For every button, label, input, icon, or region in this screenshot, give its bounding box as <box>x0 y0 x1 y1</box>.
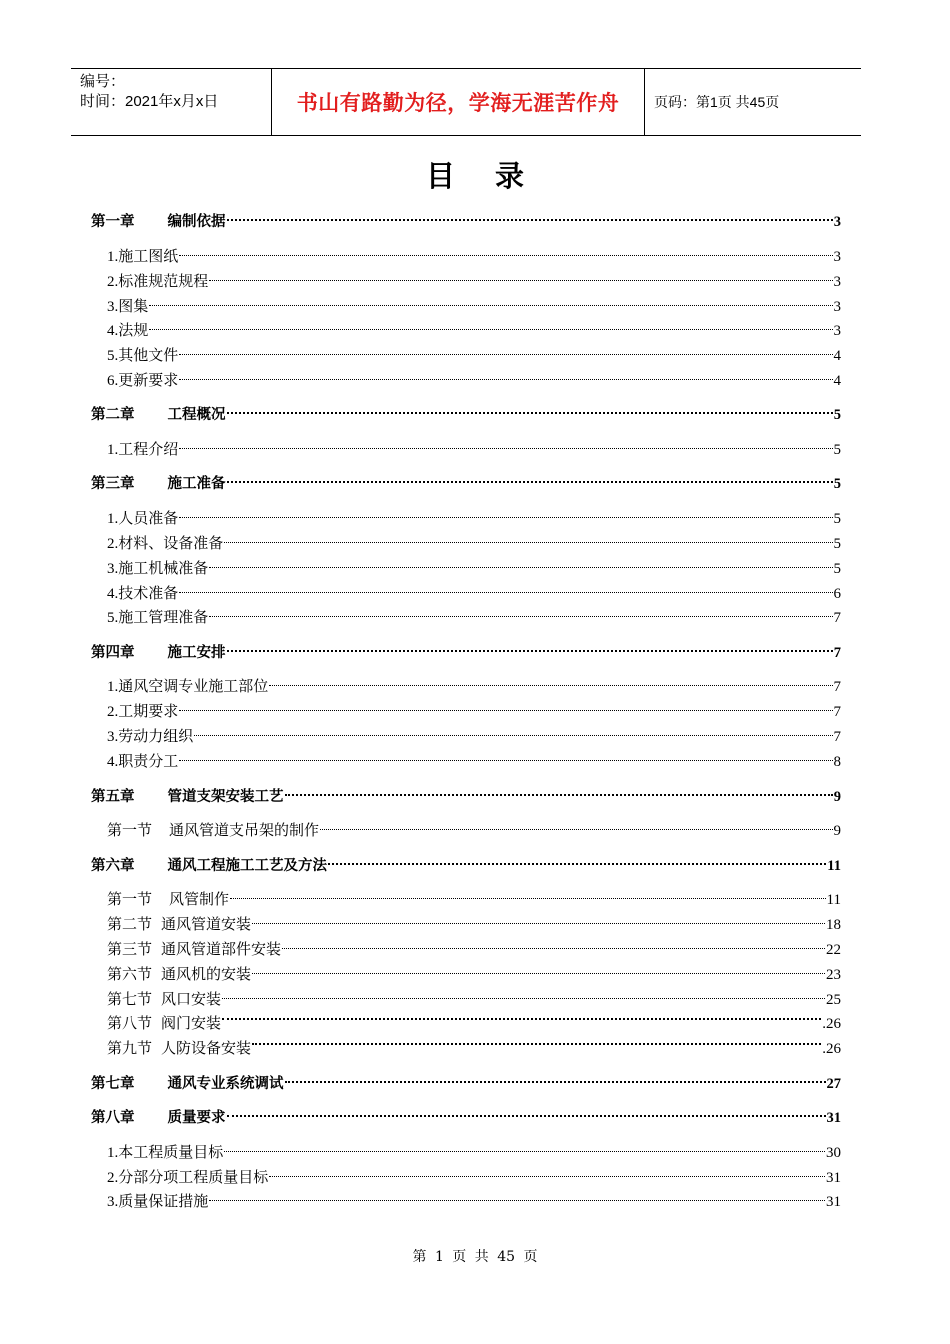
header-motto: 书山有路勤为径，学海无涯苦作舟 <box>272 69 645 135</box>
toc-dot-leader <box>179 363 832 385</box>
toc-entry-label: 通风管道部件安装 <box>161 942 282 958</box>
toc-page-number: 31 <box>826 1170 841 1186</box>
toc-page-number: 31 <box>826 1194 841 1210</box>
toc-entry-label: 2.材料、设备准备 <box>107 536 224 552</box>
toc-dot-leader <box>194 719 832 741</box>
toc-dot-leader <box>227 635 833 657</box>
toc-page-number: 3 <box>833 323 841 339</box>
toc-page-number: .26 <box>822 1016 841 1032</box>
toc-entry-number: 第三节 <box>107 942 153 958</box>
toc-entry-number: 第七节 <box>107 992 153 1008</box>
toc-item-entry[interactable] <box>107 669 841 695</box>
doc-number-label: 编号： <box>80 73 126 90</box>
toc-entry-label: 通风工程施工工艺及方法 <box>167 858 327 874</box>
toc-item-entry[interactable] <box>107 239 841 265</box>
toc-section-entry[interactable] <box>107 813 841 839</box>
toc-dot-leader <box>252 957 825 979</box>
toc-entry-label: 管道支架安装工艺 <box>167 789 284 805</box>
toc-item-entry[interactable] <box>107 1160 841 1186</box>
toc-page-number: 25 <box>826 992 841 1008</box>
toc-entry-label: 1.人员准备 <box>107 511 179 527</box>
page-footer: 第 1 页 共 45 页 <box>412 1249 538 1265</box>
toc-item-entry[interactable] <box>107 1184 841 1210</box>
toc-entry-label: 4.职责分工 <box>107 754 179 770</box>
toc-dot-leader <box>179 576 832 598</box>
page-header <box>71 68 861 136</box>
toc-page-number: 11 <box>826 892 841 908</box>
toc-dot-leader <box>224 526 832 548</box>
toc-item-entry[interactable] <box>107 576 841 602</box>
toc-dot-leader <box>227 1100 826 1122</box>
toc-page-number: 3 <box>833 299 841 315</box>
toc-entry-label: 5.其他文件 <box>107 348 179 364</box>
toc-entry-number: 第一章 <box>91 214 135 230</box>
toc-entry-label: 1.本工程质量目标 <box>107 1145 224 1161</box>
toc-dot-leader <box>209 600 832 622</box>
toc-dot-leader <box>179 694 832 716</box>
toc-chapter-entry[interactable] <box>91 204 841 230</box>
toc-page-number: 5 <box>833 561 841 577</box>
header-page-info: 页码：第1页 共45页 <box>654 94 780 110</box>
toc-entry-label: 1.通风空调专业施工部位 <box>107 679 269 695</box>
toc-dot-leader <box>149 289 832 311</box>
toc-page-number: 3 <box>833 214 841 230</box>
toc-entry-number: 第三章 <box>91 476 135 492</box>
toc-entry-label: 通风专业系统调试 <box>167 1076 284 1092</box>
toc-entry-label: 工程概况 <box>167 407 226 423</box>
toc-page-number: 6 <box>833 586 841 602</box>
toc-entry-label: 1.工程介绍 <box>107 442 179 458</box>
toc-item-entry[interactable] <box>107 338 841 364</box>
toc-chapter-entry[interactable] <box>91 779 841 805</box>
toc-page-number: 23 <box>826 967 841 983</box>
toc-item-entry[interactable] <box>107 264 841 290</box>
toc-entry-label: 4.法规 <box>107 323 149 339</box>
toc-dot-leader <box>269 669 832 691</box>
toc-entry-label: 3.质量保证措施 <box>107 1194 209 1210</box>
toc-entry-label: 1.施工图纸 <box>107 249 179 265</box>
toc-entry-label: 2.分部分项工程质量目标 <box>107 1170 269 1186</box>
toc-dot-leader <box>224 1135 825 1157</box>
toc-entry-number: 第五章 <box>91 789 135 805</box>
toc-dot-leader <box>149 313 832 335</box>
toc-page-number: 31 <box>826 1110 841 1126</box>
toc-entry-label: 3.劳动力组织 <box>107 729 194 745</box>
toc-dot-leader <box>209 264 832 286</box>
toc-item-entry[interactable] <box>107 501 841 527</box>
toc-chapter-entry[interactable] <box>91 1100 841 1126</box>
toc-page-number: 5 <box>833 536 841 552</box>
toc-page-number: 22 <box>826 942 841 958</box>
toc-entry-number: 第一节 <box>107 892 153 908</box>
toc-dot-leader <box>222 1006 821 1028</box>
toc-section-entry[interactable] <box>107 907 841 933</box>
toc-dot-leader <box>209 551 832 573</box>
toc-page-number: 4 <box>833 348 841 364</box>
toc-page-number: 9 <box>833 823 841 839</box>
toc-entry-number: 第八节 <box>107 1016 153 1032</box>
toc-chapter-entry[interactable] <box>91 635 841 661</box>
toc-entry-label: 4.技术准备 <box>107 586 179 602</box>
toc-entry-label: 5.施工管理准备 <box>107 610 209 626</box>
toc-page-number: 5 <box>833 476 841 492</box>
toc-entry-label: 6.更新要求 <box>107 373 179 389</box>
toc-entry-number: 第八章 <box>91 1110 135 1126</box>
toc-entry-label: 2.标准规范规程 <box>107 274 209 290</box>
toc-section-entry[interactable] <box>107 882 841 908</box>
toc-page-number: .26 <box>822 1041 841 1057</box>
toc-page-number: 7 <box>833 610 841 626</box>
toc-item-entry[interactable] <box>107 289 841 315</box>
toc-page-number: 11 <box>827 858 841 874</box>
toc-dot-leader <box>285 779 833 801</box>
toc-page-number: 7 <box>833 645 841 661</box>
toc-entry-label: 施工安排 <box>167 645 226 661</box>
toc-item-entry[interactable] <box>107 1135 841 1161</box>
toc-dot-leader <box>179 744 832 766</box>
toc-item-entry[interactable] <box>107 526 841 552</box>
toc-page-number: 3 <box>833 274 841 290</box>
toc-dot-leader <box>227 397 833 419</box>
toc-dot-leader <box>282 932 825 954</box>
toc-page-number: 7 <box>833 704 841 720</box>
toc-page-number: 3 <box>833 249 841 265</box>
toc-dot-leader <box>230 882 826 904</box>
toc-entry-label: 施工准备 <box>167 476 226 492</box>
toc-page-number: 27 <box>826 1076 841 1092</box>
toc-page-number: 8 <box>833 754 841 770</box>
toc-page-number: 5 <box>833 511 841 527</box>
page-title: 目录 <box>425 159 564 193</box>
toc-entry-number: 第一节 <box>107 823 153 839</box>
toc-entry-number: 第七章 <box>91 1076 135 1092</box>
toc-entry-label: 阀门安装 <box>161 1016 222 1032</box>
toc-chapter-entry[interactable] <box>91 397 841 423</box>
toc-page-number: 18 <box>826 917 841 933</box>
toc-entry-label: 2.工期要求 <box>107 704 179 720</box>
toc-dot-leader <box>179 432 832 454</box>
toc-entry-number: 第六章 <box>91 858 135 874</box>
toc-page-number: 30 <box>826 1145 841 1161</box>
toc-dot-leader <box>179 338 832 360</box>
toc-dot-leader <box>269 1160 825 1182</box>
toc-entry-label: 质量要求 <box>167 1110 226 1126</box>
toc-dot-leader <box>285 1066 826 1088</box>
toc-dot-leader <box>328 848 826 870</box>
toc-dot-leader <box>252 1031 821 1053</box>
toc-dot-leader <box>320 813 832 835</box>
toc-item-entry[interactable] <box>107 363 841 389</box>
header-doc-info <box>71 69 272 135</box>
toc-chapter-entry[interactable] <box>91 466 841 492</box>
toc-entry-label: 人防设备安装 <box>161 1041 252 1057</box>
toc-dot-leader <box>227 466 833 488</box>
toc-item-entry[interactable] <box>107 313 841 339</box>
toc-page-number: 7 <box>833 679 841 695</box>
toc-item-entry[interactable] <box>107 744 841 770</box>
toc-entry-number: 第二章 <box>91 407 135 423</box>
toc-chapter-entry[interactable] <box>91 1066 841 1092</box>
toc-chapter-entry[interactable] <box>91 848 841 874</box>
toc-entry-label: 通风机的安装 <box>161 967 252 983</box>
toc-item-entry[interactable] <box>107 719 841 745</box>
toc-section-entry[interactable] <box>107 1031 841 1057</box>
toc-entry-number: 第九节 <box>107 1041 153 1057</box>
toc-item-entry[interactable] <box>107 694 841 720</box>
toc-dot-leader <box>179 239 832 261</box>
toc-entry-label: 风管制作 <box>169 892 230 908</box>
toc-section-entry[interactable] <box>107 982 841 1008</box>
toc-entry-label: 3.图集 <box>107 299 149 315</box>
toc-entry-number: 第四章 <box>91 645 135 661</box>
toc-dot-leader <box>179 501 832 523</box>
toc-section-entry[interactable] <box>107 1006 841 1032</box>
toc-dot-leader <box>209 1184 825 1206</box>
toc-item-entry[interactable] <box>107 432 841 458</box>
toc-entry-number: 第二节 <box>107 917 153 933</box>
toc-dot-leader <box>252 907 825 929</box>
toc-page-number: 7 <box>833 729 841 745</box>
toc-dot-leader <box>227 204 833 226</box>
toc-entry-label: 通风管道支吊架的制作 <box>169 823 320 839</box>
toc-entry-label: 3.施工机械准备 <box>107 561 209 577</box>
toc-page-number: 5 <box>833 407 841 423</box>
toc-item-entry[interactable] <box>107 551 841 577</box>
toc-item-entry[interactable] <box>107 600 841 626</box>
toc-section-entry[interactable] <box>107 932 841 958</box>
toc-entry-label: 编制依据 <box>167 214 226 230</box>
toc-dot-leader <box>222 982 825 1004</box>
toc-entry-label: 风口安装 <box>161 992 222 1008</box>
toc-page-number: 9 <box>833 789 841 805</box>
toc-entry-number: 第六节 <box>107 967 153 983</box>
toc-page-number: 4 <box>833 373 841 389</box>
toc-page-number: 5 <box>833 442 841 458</box>
toc-section-entry[interactable] <box>107 957 841 983</box>
toc-entry-label: 通风管道安装 <box>161 917 252 933</box>
doc-time-label: 时间：2021年x月x日 <box>80 93 219 110</box>
